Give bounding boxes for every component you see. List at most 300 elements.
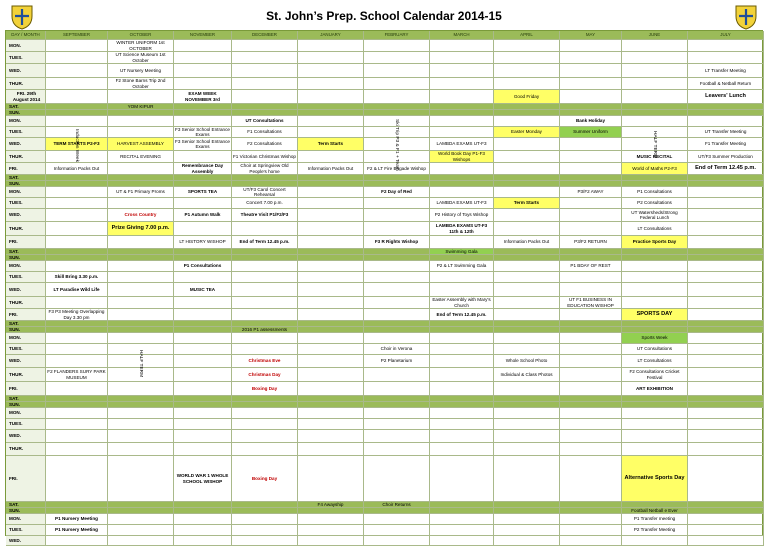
- day-cell: [232, 309, 298, 321]
- event-cell: P1 Nursery Meeting: [46, 514, 108, 525]
- day-cell: [494, 344, 560, 355]
- day-cell: [622, 64, 688, 78]
- day-label: SAT.: [6, 396, 46, 402]
- event-cell: UT/F3 Summer Production: [688, 151, 764, 163]
- event-cell: Football Netball e Ever: [622, 508, 688, 514]
- day-cell: [298, 261, 364, 272]
- day-cell: [688, 40, 764, 52]
- day-cell: [298, 297, 364, 309]
- day-cell: [174, 198, 232, 209]
- day-cell: [298, 209, 364, 222]
- day-cell: [494, 456, 560, 502]
- day-cell: [46, 90, 108, 104]
- day-cell: [688, 355, 764, 368]
- day-cell: [430, 40, 494, 52]
- day-cell: [622, 419, 688, 430]
- day-label: TUES.: [6, 127, 46, 138]
- day-cell: [494, 408, 560, 419]
- day-label: MON.: [6, 116, 46, 127]
- day-label: FRI. 29th August 2014: [6, 90, 46, 104]
- day-cell: [364, 368, 430, 382]
- day-cell: [174, 408, 232, 419]
- day-cell: [364, 408, 430, 419]
- day-label: WED.: [6, 209, 46, 222]
- day-label: THUR.: [6, 222, 46, 236]
- day-cell: [298, 78, 364, 90]
- day-cell: [46, 52, 108, 64]
- day-cell: [298, 368, 364, 382]
- event-cell: F2 Stone Barns Trip 2nd October: [108, 78, 174, 90]
- day-cell: [364, 64, 430, 78]
- day-cell: [232, 419, 298, 430]
- day-cell: [560, 272, 622, 283]
- day-cell: [232, 514, 298, 525]
- day-label: WED.: [6, 64, 46, 78]
- day-cell: [494, 78, 560, 90]
- day-cell: [108, 236, 174, 249]
- event-cell: Term Starts: [494, 198, 560, 209]
- day-label: MON.: [6, 514, 46, 525]
- day-cell: [232, 90, 298, 104]
- day-cell: [688, 333, 764, 344]
- day-cell: [46, 536, 108, 546]
- day-cell: [364, 536, 430, 546]
- day-cell: [560, 40, 622, 52]
- day-cell: [232, 40, 298, 52]
- event-cell: Good Friday: [494, 90, 560, 104]
- day-cell: [560, 163, 622, 175]
- day-cell: [560, 198, 622, 209]
- day-cell: [688, 222, 764, 236]
- day-cell: [298, 443, 364, 456]
- day-cell: [232, 78, 298, 90]
- event-cell: Choir in Verona: [364, 344, 430, 355]
- day-cell: [232, 261, 298, 272]
- day-cell: [108, 408, 174, 419]
- day-cell: [298, 116, 364, 127]
- month-header: JUNE: [622, 31, 688, 40]
- event-cell: LAMBDA EXAMS UT-F3 11th & 12th: [430, 222, 494, 236]
- day-cell: [622, 297, 688, 309]
- day-cell: [174, 514, 232, 525]
- day-cell: [560, 344, 622, 355]
- event-cell: UT Consultations: [232, 116, 298, 127]
- event-cell: 2016 P1 assessments: [232, 327, 298, 333]
- day-cell: [364, 333, 430, 344]
- day-cell: [108, 198, 174, 209]
- event-cell: Football & Netball Return: [688, 78, 764, 90]
- day-cell: [688, 52, 764, 64]
- day-cell: [46, 297, 108, 309]
- day-label: THUR.: [6, 297, 46, 309]
- day-cell: [364, 261, 430, 272]
- month-header: SEPTEMBER: [46, 31, 108, 40]
- event-cell: HARVEST ASSEMBLY: [108, 138, 174, 151]
- month-header: APRIL: [494, 31, 560, 40]
- day-label: FRI.: [6, 456, 46, 502]
- day-label: SUN.: [6, 327, 46, 333]
- day-cell: [430, 272, 494, 283]
- day-cell: [46, 333, 108, 344]
- day-cell: [46, 198, 108, 209]
- day-cell: [430, 64, 494, 78]
- day-cell: [174, 78, 232, 90]
- day-cell: [560, 151, 622, 163]
- day-cell: [430, 536, 494, 546]
- day-label: TUES.: [6, 52, 46, 64]
- month-header: FEBRUARY: [364, 31, 430, 40]
- day-cell: [430, 283, 494, 297]
- event-cell: Prize Giving 7.00 p.m.: [108, 222, 174, 236]
- event-cell: Information Packs Out: [46, 163, 108, 175]
- day-cell: [560, 443, 622, 456]
- event-cell: Choir Returns: [364, 502, 430, 508]
- event-cell: Theatre Visit P1/F2/F3: [232, 209, 298, 222]
- calendar-grid: [5, 30, 763, 543]
- day-cell: [298, 40, 364, 52]
- day-cell: [430, 90, 494, 104]
- day-cell: [494, 222, 560, 236]
- day-cell: [298, 187, 364, 198]
- day-cell: [688, 209, 764, 222]
- day-cell: [298, 90, 364, 104]
- day-cell: [174, 333, 232, 344]
- day-label: SUN.: [6, 255, 46, 261]
- day-cell: [430, 419, 494, 430]
- day-cell: [298, 514, 364, 525]
- day-label: THUR.: [6, 78, 46, 90]
- day-cell: [232, 525, 298, 536]
- day-cell: [688, 236, 764, 249]
- day-label: THUR.: [6, 368, 46, 382]
- day-label: SAT.: [6, 104, 46, 110]
- day-cell: [108, 163, 174, 175]
- day-cell: [364, 209, 430, 222]
- day-cell: [232, 344, 298, 355]
- event-cell: F3 Senior School Entrance Exams: [174, 127, 232, 138]
- day-cell: [688, 514, 764, 525]
- day-label: MON.: [6, 187, 46, 198]
- day-cell: [364, 297, 430, 309]
- day-cell: [494, 151, 560, 163]
- day-cell: [494, 443, 560, 456]
- day-cell: [560, 333, 622, 344]
- event-cell: F1 Consultations: [232, 127, 298, 138]
- event-cell: F3 Senior School Entrance Exams: [174, 138, 232, 151]
- event-cell: Concert 7.00 p.m.: [232, 198, 298, 209]
- day-cell: [174, 151, 232, 163]
- event-cell: SPORTS DAY: [622, 309, 688, 321]
- day-cell: [298, 64, 364, 78]
- day-cell: [688, 536, 764, 546]
- event-cell: UT F1 BUSINESS IN EDUCATION WISHOP: [560, 297, 622, 309]
- day-cell: [688, 261, 764, 272]
- day-cell: [364, 309, 430, 321]
- day-cell: [430, 127, 494, 138]
- day-cell: [174, 64, 232, 78]
- day-cell: [560, 525, 622, 536]
- event-cell: P1 Transfer meeting: [622, 514, 688, 525]
- day-cell: [364, 272, 430, 283]
- day-cell: [622, 536, 688, 546]
- event-cell: LAMBDA EXAMS UT-F3: [430, 198, 494, 209]
- day-cell: [688, 297, 764, 309]
- event-cell: F1 Transfer Meeting: [688, 138, 764, 151]
- event-cell: Boxing Day: [232, 382, 298, 396]
- day-cell: [494, 163, 560, 175]
- day-cell: [494, 333, 560, 344]
- event-cell: UT Consultations: [622, 344, 688, 355]
- day-cell: [298, 283, 364, 297]
- day-label: FRI.: [6, 163, 46, 175]
- day-cell: [108, 525, 174, 536]
- event-cell: P2 Consultations: [622, 198, 688, 209]
- event-cell: Christmas Eve: [232, 355, 298, 368]
- day-cell: [560, 309, 622, 321]
- day-cell: [298, 333, 364, 344]
- day-cell: [46, 419, 108, 430]
- event-cell: MUSIC RECITAL: [622, 151, 688, 163]
- day-cell: [298, 236, 364, 249]
- event-cell: LT Consultations: [622, 355, 688, 368]
- day-cell: [108, 309, 174, 321]
- day-cell: [494, 309, 560, 321]
- day-cell: [174, 272, 232, 283]
- day-label: WED.: [6, 536, 46, 546]
- day-label: MON.: [6, 408, 46, 419]
- day-cell: [46, 456, 108, 502]
- day-cell: [430, 456, 494, 502]
- day-cell: [364, 443, 430, 456]
- event-cell: Whole School Photo: [494, 355, 560, 368]
- event-cell: World Book Day P1-F3 Wishops: [430, 151, 494, 163]
- day-cell: [494, 209, 560, 222]
- day-cell: [494, 283, 560, 297]
- day-cell: [174, 52, 232, 64]
- day-cell: [232, 333, 298, 344]
- event-cell: F2 Consultations Cricket Festival: [622, 368, 688, 382]
- event-cell: Information Packs Out: [494, 236, 560, 249]
- day-label: TUES.: [6, 525, 46, 536]
- day-cell: [298, 52, 364, 64]
- day-cell: [494, 382, 560, 396]
- day-cell: [430, 355, 494, 368]
- day-cell: [560, 283, 622, 297]
- day-label: SUN.: [6, 181, 46, 187]
- day-cell: [232, 222, 298, 236]
- day-label: WED.: [6, 430, 46, 443]
- day-cell: [560, 514, 622, 525]
- day-label: FRI.: [6, 382, 46, 396]
- day-cell: [494, 419, 560, 430]
- day-label: SAT.: [6, 502, 46, 508]
- day-label: MON.: [6, 40, 46, 52]
- day-label: THUR.: [6, 151, 46, 163]
- event-cell: Easter Monday: [494, 127, 560, 138]
- month-header: MARCH: [430, 31, 494, 40]
- day-cell: [174, 40, 232, 52]
- event-cell: Bank Holiday: [560, 116, 622, 127]
- day-cell: [298, 382, 364, 396]
- day-cell: [298, 456, 364, 502]
- day-cell: [364, 283, 430, 297]
- day-cell: [232, 283, 298, 297]
- event-cell: Leavers' Lunch: [688, 90, 764, 104]
- day-cell: [298, 355, 364, 368]
- day-cell: [364, 514, 430, 525]
- day-cell: [232, 272, 298, 283]
- month-header: DECEMBER: [232, 31, 298, 40]
- day-cell: [364, 78, 430, 90]
- event-cell: P2 History of Toys Wishop: [430, 209, 494, 222]
- event-cell: YOM KIPUR: [108, 104, 174, 110]
- day-cell: [688, 344, 764, 355]
- day-cell: [174, 419, 232, 430]
- day-cell: [46, 344, 108, 355]
- event-cell: MUSIC TEA: [174, 283, 232, 297]
- event-cell: UT & F1 Primary Proms: [108, 187, 174, 198]
- day-cell: [430, 525, 494, 536]
- event-cell: End of Term 12.45 p.m.: [232, 236, 298, 249]
- day-label: SAT.: [6, 249, 46, 255]
- page-title: St. John’s Prep. School Calendar 2014-15: [266, 9, 502, 23]
- event-cell: Sports Week: [622, 333, 688, 344]
- day-cell: [174, 344, 232, 355]
- day-cell: [298, 198, 364, 209]
- day-cell: [622, 408, 688, 419]
- day-cell: [174, 525, 232, 536]
- event-cell: P1 Consultations: [622, 187, 688, 198]
- day-cell: [430, 116, 494, 127]
- day-cell: [494, 64, 560, 78]
- event-cell: Alternative Sports Day: [622, 456, 688, 502]
- day-cell: [688, 272, 764, 283]
- day-cell: [364, 222, 430, 236]
- day-label: WED.: [6, 355, 46, 368]
- day-cell: [622, 261, 688, 272]
- day-cell: [174, 430, 232, 443]
- day-cell: [688, 525, 764, 536]
- day-cell: [174, 309, 232, 321]
- day-cell: [108, 127, 174, 138]
- month-header: JULY: [688, 31, 764, 40]
- event-cell: Cross Country: [108, 209, 174, 222]
- day-cell: [688, 187, 764, 198]
- day-cell: [232, 64, 298, 78]
- event-cell: UT Science Museum 1st October: [108, 52, 174, 64]
- day-label: TUES.: [6, 198, 46, 209]
- day-cell: [494, 138, 560, 151]
- event-cell: HALF TERM: [108, 333, 174, 396]
- day-cell: [108, 419, 174, 430]
- day-cell: [430, 52, 494, 64]
- day-cell: [46, 40, 108, 52]
- event-cell: Term Starts: [298, 138, 364, 151]
- day-cell: [560, 368, 622, 382]
- month-header: NOVEMBER: [174, 31, 232, 40]
- day-label: MON.: [6, 261, 46, 272]
- day-cell: [46, 355, 108, 368]
- day-cell: [364, 40, 430, 52]
- day-label: SUN.: [6, 110, 46, 116]
- day-cell: [430, 443, 494, 456]
- day-cell: [298, 151, 364, 163]
- event-cell: Information Packs Out: [298, 163, 364, 175]
- event-cell: EXAM WEEK NOVEMBER 3rd: [174, 90, 232, 104]
- day-cell: [688, 368, 764, 382]
- day-cell: [364, 419, 430, 430]
- day-cell: [174, 443, 232, 456]
- day-cell: [430, 514, 494, 525]
- day-cell: [174, 222, 232, 236]
- day-cell: [174, 536, 232, 546]
- day-cell: [622, 90, 688, 104]
- event-cell: F2 Day of Red: [364, 187, 430, 198]
- event-cell: UT/F3 Carol Concert Rehearsal: [232, 187, 298, 198]
- day-cell: [108, 514, 174, 525]
- day-cell: [174, 297, 232, 309]
- day-label: WED.: [6, 283, 46, 297]
- day-cell: [494, 430, 560, 443]
- day-label: TUES.: [6, 419, 46, 430]
- day-cell: [560, 536, 622, 546]
- event-cell: F2 FLANDERS SURY PARK MUSEUM: [46, 368, 108, 382]
- day-cell: [560, 430, 622, 443]
- day-cell: [364, 525, 430, 536]
- event-cell: End of Term 12.45 p.m.: [430, 309, 494, 321]
- event-cell: Practice Sports Day: [622, 236, 688, 249]
- day-cell: [622, 52, 688, 64]
- day-cell: [622, 443, 688, 456]
- day-cell: [364, 52, 430, 64]
- day-cell: [494, 40, 560, 52]
- school-crest-icon: [734, 4, 758, 30]
- day-cell: [560, 138, 622, 151]
- event-cell: F4 Awayship: [298, 502, 364, 508]
- event-cell: Ski Trip P3 & F1 + Team: [364, 116, 430, 175]
- event-cell: WINTER UNIFORM 1st OCTOBER: [108, 40, 174, 52]
- event-cell: World of Maths P2-F3: [622, 163, 688, 175]
- day-cell: [46, 408, 108, 419]
- day-cell: [560, 209, 622, 222]
- day-cell: [688, 116, 764, 127]
- day-cell: [494, 297, 560, 309]
- day-cell: [46, 187, 108, 198]
- day-cell: [298, 127, 364, 138]
- day-cell: [108, 261, 174, 272]
- event-cell: LT Transfer Meeting: [688, 64, 764, 78]
- event-cell: Easter Assembly with Mary's Church: [430, 297, 494, 309]
- day-cell: [46, 261, 108, 272]
- day-cell: [430, 78, 494, 90]
- day-cell: [108, 90, 174, 104]
- event-cell: F1 Victorian Christmas Wishop: [232, 151, 298, 163]
- day-label: MON.: [6, 333, 46, 344]
- day-cell: [46, 78, 108, 90]
- day-cell: [174, 355, 232, 368]
- day-cell: [494, 116, 560, 127]
- day-cell: [494, 536, 560, 546]
- day-cell: [688, 419, 764, 430]
- day-cell: [688, 408, 764, 419]
- day-cell: [232, 443, 298, 456]
- day-cell: [622, 272, 688, 283]
- event-cell: P2 Transfer Meeting: [622, 525, 688, 536]
- day-cell: [108, 283, 174, 297]
- calendar-header: [0, 0, 768, 30]
- day-cell: [494, 525, 560, 536]
- day-cell: [364, 430, 430, 443]
